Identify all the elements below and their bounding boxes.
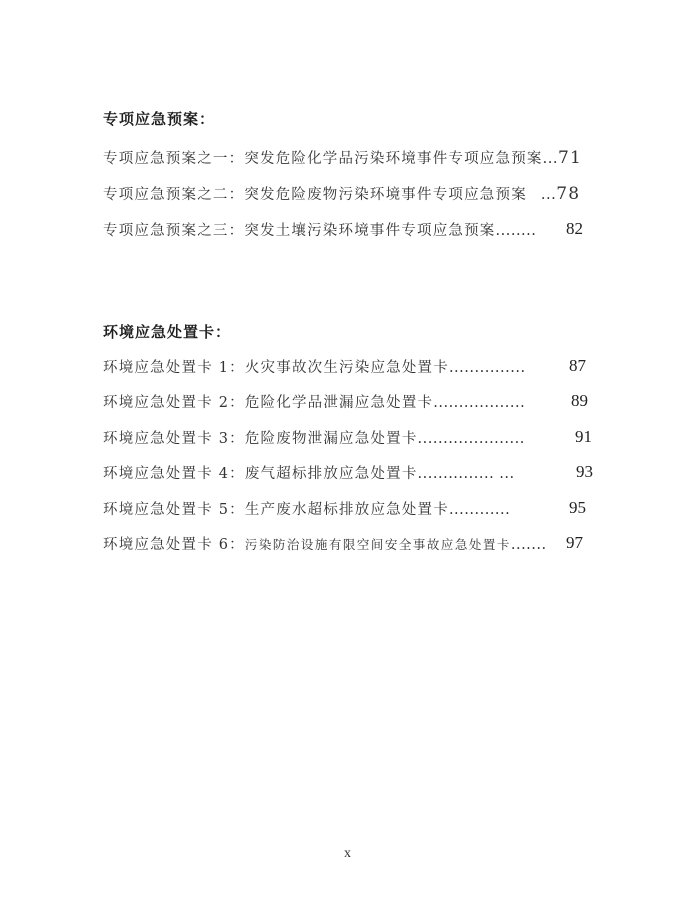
toc-entry-leader: ............... ... [417, 466, 515, 482]
toc-entry-page: 91 [575, 427, 592, 446]
special-plans-heading: 专项应急预案： [103, 110, 216, 128]
toc-entry-title: 危险化学品泄漏应急处置卡 [244, 395, 434, 411]
toc-entry-leader: ........ [495, 223, 537, 239]
toc-entry [103, 356, 586, 377]
toc-entry-prefix: 环境应急处置卡 4： [103, 466, 245, 482]
toc-entry-page: 97 [566, 533, 583, 552]
toc-entry [103, 391, 588, 412]
toc-entry-page: 89 [571, 391, 588, 410]
toc-entry-prefix: 环境应急处置卡 6： [103, 537, 245, 553]
toc-entry-leader: ... [542, 151, 558, 167]
disposal-cards-heading: 环境应急处置卡： [103, 323, 232, 341]
toc-entry-page: 78 [556, 184, 581, 204]
toc-entry-prefix: 专项应急预案之一： [103, 151, 245, 167]
toc-entry [103, 183, 580, 204]
toc-entry-prefix: 专项应急预案之三： [103, 223, 245, 239]
toc-entry-prefix: 环境应急处置卡 1： [103, 360, 245, 376]
page-number: x [344, 846, 351, 861]
toc-entry [103, 498, 586, 519]
toc-entry-leader: .................. [433, 395, 526, 411]
toc-entry [103, 533, 583, 554]
toc-entry-title: 突发土壤污染环境事件专项应急预案 [244, 223, 496, 239]
toc-entry-leader: ..................... [417, 431, 525, 447]
toc-entry-title: 危险废物泄漏应急处置卡 [244, 431, 418, 447]
toc-entry [103, 427, 592, 448]
toc-entry-title: 突发危险化学品污染环境事件专项应急预案 [244, 151, 543, 167]
toc-entry-leader: ............... [448, 360, 526, 376]
toc-entry-page: 87 [569, 356, 586, 375]
toc-entry-prefix: 环境应急处置卡 3： [103, 431, 245, 447]
toc-entry-title: 生产废水超标排放应急处置卡 [244, 502, 449, 518]
toc-entry-leader: ............ [448, 502, 511, 518]
toc-entry-prefix: 环境应急处置卡 5： [103, 502, 245, 518]
toc-entry [103, 462, 593, 483]
toc-entry-page: 82 [566, 219, 583, 238]
toc-entry-leader: ....... [510, 537, 547, 553]
toc-entry-title: 废气超标排放应急处置卡 [244, 466, 418, 482]
toc-entry-page: 71 [557, 148, 582, 168]
toc-entry-prefix: 环境应急处置卡 2： [103, 395, 245, 411]
toc-entry [103, 219, 583, 240]
toc-entry-prefix: 专项应急预案之二： [103, 187, 245, 203]
toc-entry-title: 突发危险废物污染环境事件专项应急预案 [244, 187, 527, 203]
toc-entry-page: 95 [569, 498, 586, 517]
toc-entry-leader: ... [540, 187, 557, 203]
toc-entry-page: 93 [576, 462, 593, 481]
toc-entry-title: 火灾事故次生污染应急处置卡 [244, 360, 449, 376]
toc-entry-title: 污染防治设施有限空间安全事故应急处置卡 [244, 537, 511, 552]
toc-entry [103, 147, 582, 168]
